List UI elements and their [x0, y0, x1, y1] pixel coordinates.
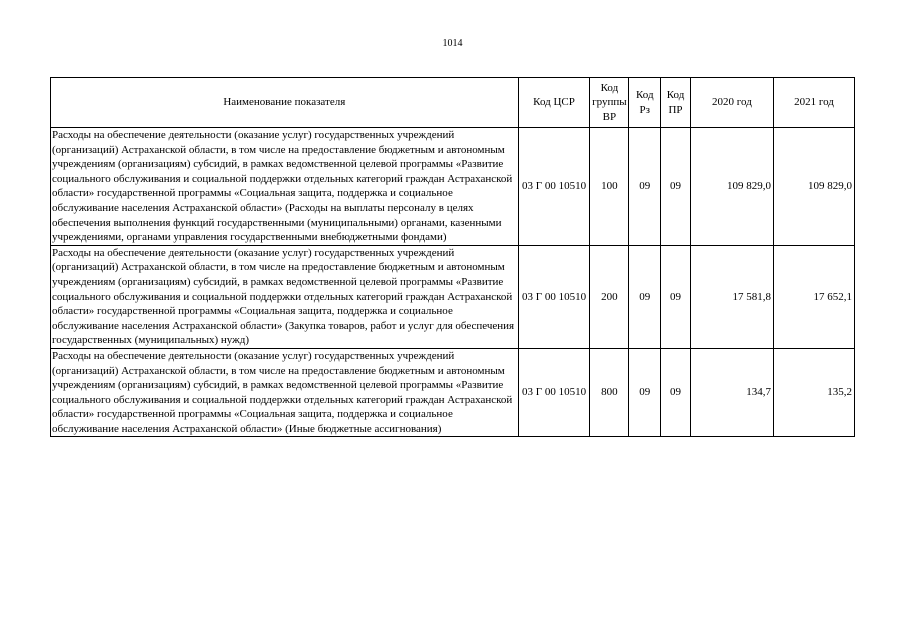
row-2020: 134,7 [690, 348, 773, 437]
table-row [51, 348, 855, 437]
row-2020: 17 581,8 [690, 245, 773, 348]
row-2021: 135,2 [773, 348, 854, 437]
row-2021: 17 652,1 [773, 245, 854, 348]
budget-table [50, 77, 855, 437]
row-name: Расходы на обеспечение деятельности (оказание услуг) государственных учреждений (организаций) Астраханской области, в том числе на предоставление бюджетным и автономным учреждениям (организациям) субсидий, в рамках ведомственной целевой программы «Развитие социального обслуживания и социальной поддержки отдельных категорий граждан Астраханской области» государственной программы «Социальная защита, поддержка и социальное обслуживание населения Астраханской области» (Расходы на выплаты персоналу в целях обеспечения выполнения функций государственными (муниципальными) органами, казенными учреждениями, органами управления государственными внебюджетными фондами) [51, 128, 519, 246]
row-csr: 03 Г 00 10510 [518, 128, 590, 246]
row-pr: 09 [661, 128, 691, 246]
row-name: Расходы на обеспечение деятельности (оказание услуг) государственных учреждений (организаций) Астраханской области, в том числе на предоставление бюджетным и автономным учреждениям (организациям) субсидий, в рамках ведомственной целевой программы «Развитие социального обслуживания и социальной поддержки отдельных категорий граждан Астраханской области» государственной программы «Социальная защита, поддержка и социальное обслуживание населения Астраханской области» (Закупка товаров, работ и услуг для обеспечения государственных (муниципальных) нужд) [51, 245, 519, 348]
row-pr: 09 [661, 245, 691, 348]
row-rz: 09 [629, 245, 661, 348]
row-name: Расходы на обеспечение деятельности (оказание услуг) государственных учреждений (организаций) Астраханской области, в том числе на предоставление бюджетным и автономным учреждениям (организациям) субсидий, в рамках ведомственной целевой программы «Развитие социального обслуживания и социальной поддержки отдельных категорий граждан Астраханской области» государственной программы «Социальная защита, поддержка и социальное обслуживание населения Астраханской области» (Иные бюджетные ассигнования) [51, 348, 519, 437]
row-rz: 09 [629, 128, 661, 246]
row-csr: 03 Г 00 10510 [518, 348, 590, 437]
row-rz: 09 [629, 348, 661, 437]
row-vr: 200 [590, 245, 629, 348]
header-rz [629, 78, 661, 128]
header-2021: 2021 год [773, 78, 854, 128]
row-csr: 03 Г 00 10510 [518, 245, 590, 348]
header-vr-line1: Код [600, 81, 619, 94]
header-rz-line1: Код [635, 88, 654, 101]
table-row [51, 128, 855, 246]
header-2020: 2020 год [690, 78, 773, 128]
row-pr: 09 [661, 348, 691, 437]
row-vr: 100 [590, 128, 629, 246]
header-vr [590, 78, 629, 128]
header-vr-line2: группы [592, 96, 627, 109]
header-vr-line3: ВР [602, 110, 617, 123]
header-rz-line2: Рз [639, 103, 650, 116]
page-number: 1014 [442, 38, 463, 49]
header-name: Наименование показателя [51, 78, 519, 128]
row-2020: 109 829,0 [690, 128, 773, 246]
table-header-row [51, 78, 855, 128]
row-2021: 109 829,0 [773, 128, 854, 246]
header-pr [661, 78, 691, 128]
header-csr: Код ЦСР [518, 78, 590, 128]
header-pr-line2: ПР [668, 103, 683, 116]
table-row [51, 245, 855, 348]
header-pr-line1: Код [666, 88, 685, 101]
row-vr: 800 [590, 348, 629, 437]
